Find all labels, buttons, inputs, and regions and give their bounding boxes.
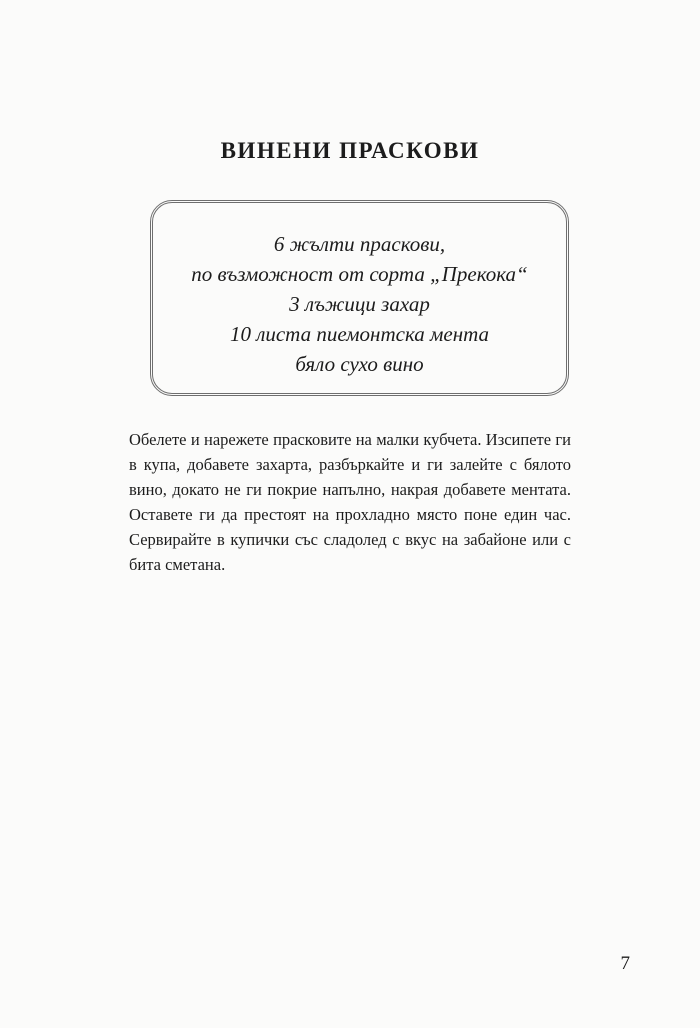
page-number: 7 [620,953,630,974]
ingredient-peaches: 6 жълти праскови, [273,232,446,256]
ingredient-mint: 10 листа пиемонтска мента [229,322,490,346]
ingredient-peaches-variety: по възможност от сорта „Прекока“ [191,262,528,286]
ingredient-sugar: 3 лъжици захар [289,292,430,316]
ingredient-wine: бяло сухо вино [295,352,424,376]
recipe-title: ВИНЕНИ ПРАСКОВИ [220,138,480,163]
ingredients-box [150,200,569,396]
recipe-instructions: Обелете и нарежете прасковите на малки кубчета. Изсипете ги в купа, добавете захарта, разбъркайте и ги залейте с бялото вино, докато не ги покрие напълно, накрая добавете ментата. Оставете ги да престоят на прохладно място поне един час. Сервирайте в купички със сладолед с вкус на забайоне или с бита сметана. [129,430,571,574]
